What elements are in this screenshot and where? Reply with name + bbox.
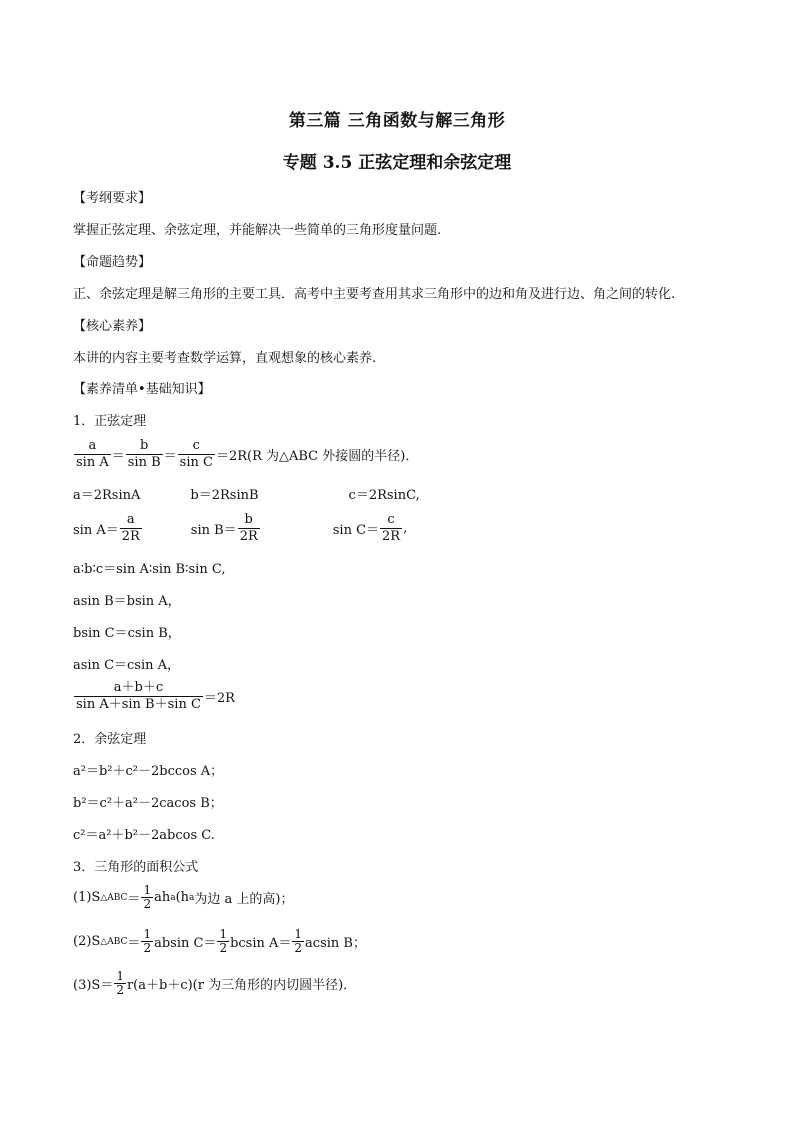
- sine-law-eq1: asin B＝bsin A，: [73, 594, 181, 609]
- sine-law-sum-formula: $\frac{a+b+c}{\text{sin A＋sin B＋sin C}}$ ＝2R: [76, 680, 235, 712]
- sine-law-eq2: bsin C＝csin B，: [73, 626, 181, 641]
- sine-law-sides: a＝2RsinA b＝2RsinB c＝2RsinC,: [73, 488, 420, 503]
- page-title: 第三篇 三角函数与解三角形: [288, 111, 506, 131]
- syllabus-text: 掌握正弦定理、余弦定理，并能解决一些简单的三角形度量问题.: [73, 223, 442, 238]
- fraction-a-sinA: $\frac{a}{\text{sin A}}$: [76, 438, 109, 470]
- sine-law-ratio: a∶b∶c＝sin A∶sin B∶sin C,: [73, 562, 226, 577]
- cosine-law-c: c²＝a²＋b²－2abcos C.: [73, 828, 215, 843]
- cosine-law-heading: 2．余弦定理: [73, 732, 147, 747]
- section-heading-literacy: 【核心素养】: [73, 319, 152, 334]
- section-heading-basics: 【素养清单•基础知识】: [73, 382, 211, 397]
- page-subtitle: 专题 3.5 正弦定理和余弦定理: [282, 153, 512, 173]
- fraction-b-sinB: $\frac{b}{\text{sin B}}$: [127, 438, 161, 470]
- area-formula-3: (3)S＝ $\frac{1}{2}$ r(a＋b＋c)(r 为三角形的内切圆半径)．: [73, 969, 357, 997]
- section-heading-syllabus: 【考纲要求】: [73, 191, 152, 206]
- sine-law-eq3: asin C＝csin A，: [73, 658, 181, 673]
- cosine-law-b: b²＝c²＋a²－2cacos B；: [73, 796, 223, 811]
- trend-text: 正、余弦定理是解三角形的主要工具．高考中主要考查用其求三角形中的边和角及进行边、角之间的转化.: [73, 287, 676, 302]
- section-heading-trend: 【命题趋势】: [73, 255, 152, 270]
- area-formula-2: (2)S △ABC ＝ $\frac{1}{2}$ absin C＝ $\frac{1}{2}$ bcsin A＝ $\frac{1}{2}$ acsin B；: [73, 927, 366, 955]
- area-formula-1: (1)S △ABC ＝ $\frac{1}{2}$ ah a (h a 为边 a 上的高)；: [73, 883, 294, 911]
- area-heading: 3．三角形的面积公式: [73, 860, 199, 875]
- fraction-c-sinC: $\frac{c}{\text{sin C}}$: [179, 438, 213, 470]
- literacy-text: 本讲的内容主要考查数学运算，直观想象的核心素养.: [73, 351, 377, 366]
- sine-law-formula: $\frac{a}{\text{sin A}}$ ＝ $\frac{b}{\text{sin B}}$ ＝ $\frac{c}{\text{sin C}}$ ＝2R(R 为△ABC 外接圆的半径)．: [76, 438, 419, 470]
- sine-law-sines: sin A＝ $\frac{a}{2R}$ sin B＝ $\frac{b}{2R}$ sin C＝ $\frac{c}{2R}$ ,: [73, 512, 408, 544]
- sine-law-heading: 1．正弦定理: [73, 414, 147, 429]
- cosine-law-a: a²＝b²＋c²－2bccos A；: [73, 764, 224, 779]
